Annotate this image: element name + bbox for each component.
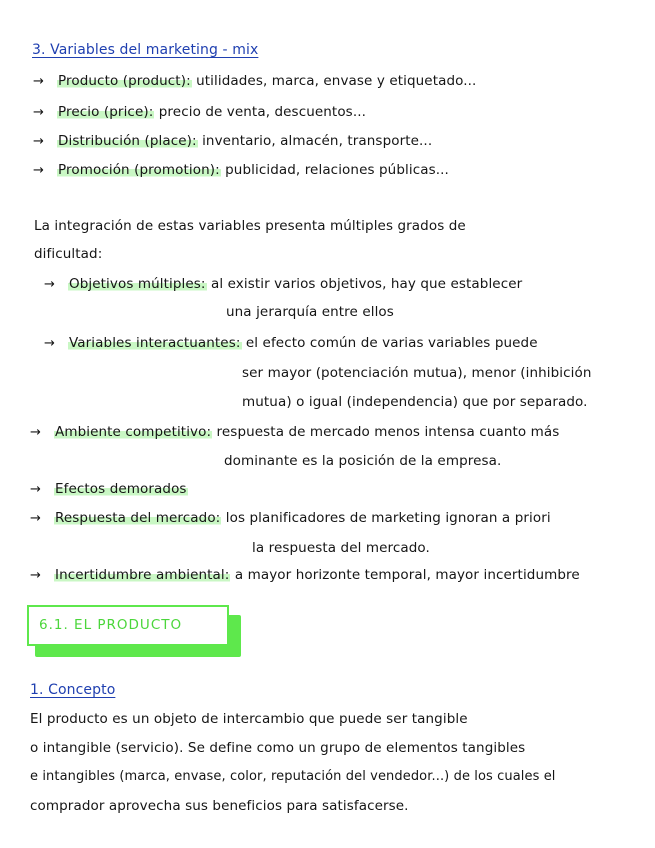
desc: el efecto común de varias variables puede — [241, 335, 538, 351]
desc: utilidades, marca, envase y etiquetado... — [191, 73, 477, 89]
arrow-right-icon: → — [33, 134, 44, 149]
list-item — [30, 567, 580, 583]
section-title-box — [27, 605, 241, 657]
desc: a mayor horizonte temporal, mayor incertidumbre — [230, 567, 580, 583]
desc: precio de venta, descuentos... — [154, 104, 366, 120]
paragraph-line: dificultad: — [34, 246, 103, 262]
list-item — [30, 481, 188, 497]
section-3-heading: 3. Variables del marketing - mix — [32, 42, 259, 58]
paragraph-line: o intangible (servicio). Se define como un grupo de elementos tangibles — [30, 740, 526, 756]
term: Ambiente competitivo: — [55, 424, 212, 440]
list-item — [33, 104, 366, 120]
term: Precio (price): — [58, 104, 154, 120]
desc: inventario, almacén, transporte... — [197, 133, 433, 149]
desc: los planificadores de marketing ignoran a priori — [221, 510, 551, 526]
desc-continuation: una jerarquía entre ellos — [226, 304, 394, 320]
desc-continuation: mutua) o igual (independencia) que por separado. — [242, 394, 588, 410]
list-item — [44, 335, 538, 351]
concepto-heading: 1. Concepto — [30, 682, 116, 698]
list-item — [30, 424, 559, 440]
arrow-right-icon: → — [44, 277, 55, 292]
arrow-right-icon: → — [30, 511, 41, 526]
term: Variables interactuantes: — [69, 335, 241, 351]
term: Incertidumbre ambiental: — [55, 567, 230, 583]
desc: publicidad, relaciones públicas... — [220, 162, 449, 178]
arrow-right-icon: → — [30, 568, 41, 583]
term: Promoción (promotion): — [58, 162, 220, 178]
paragraph-line: e intangibles (marca, envase, color, reputación del vendedor...) de los cuales el — [30, 769, 556, 784]
paragraph-line: El producto es un objeto de intercambio que puede ser tangible — [30, 711, 468, 727]
desc: respuesta de mercado menos intensa cuanto más — [212, 424, 560, 440]
section-title: 6.1. EL PRODUCTO — [27, 605, 229, 646]
term: Efectos demorados — [55, 481, 187, 497]
list-item — [44, 276, 522, 292]
paragraph-line: La integración de estas variables presenta múltiples grados de — [34, 218, 466, 234]
term: Objetivos múltiples: — [69, 276, 206, 292]
list-item — [33, 73, 476, 89]
desc-continuation: ser mayor (potenciación mutua), menor (inhibición — [242, 365, 592, 381]
arrow-right-icon: → — [30, 482, 41, 497]
term: Producto (product): — [58, 73, 191, 89]
list-item — [30, 510, 551, 526]
arrow-right-icon: → — [33, 105, 44, 120]
arrow-right-icon: → — [33, 74, 44, 89]
list-item — [33, 133, 432, 149]
desc-continuation: la respuesta del mercado. — [252, 540, 430, 556]
desc-continuation: dominante es la posición de la empresa. — [224, 453, 502, 469]
term: Distribución (place): — [58, 133, 197, 149]
paragraph-line: comprador aprovecha sus beneficios para satisfacerse. — [30, 798, 409, 814]
arrow-right-icon: → — [30, 425, 41, 440]
term: Respuesta del mercado: — [55, 510, 221, 526]
desc: al existir varios objetivos, hay que establecer — [206, 276, 523, 292]
list-item — [33, 162, 449, 178]
arrow-right-icon: → — [44, 336, 55, 351]
arrow-right-icon: → — [33, 163, 44, 178]
